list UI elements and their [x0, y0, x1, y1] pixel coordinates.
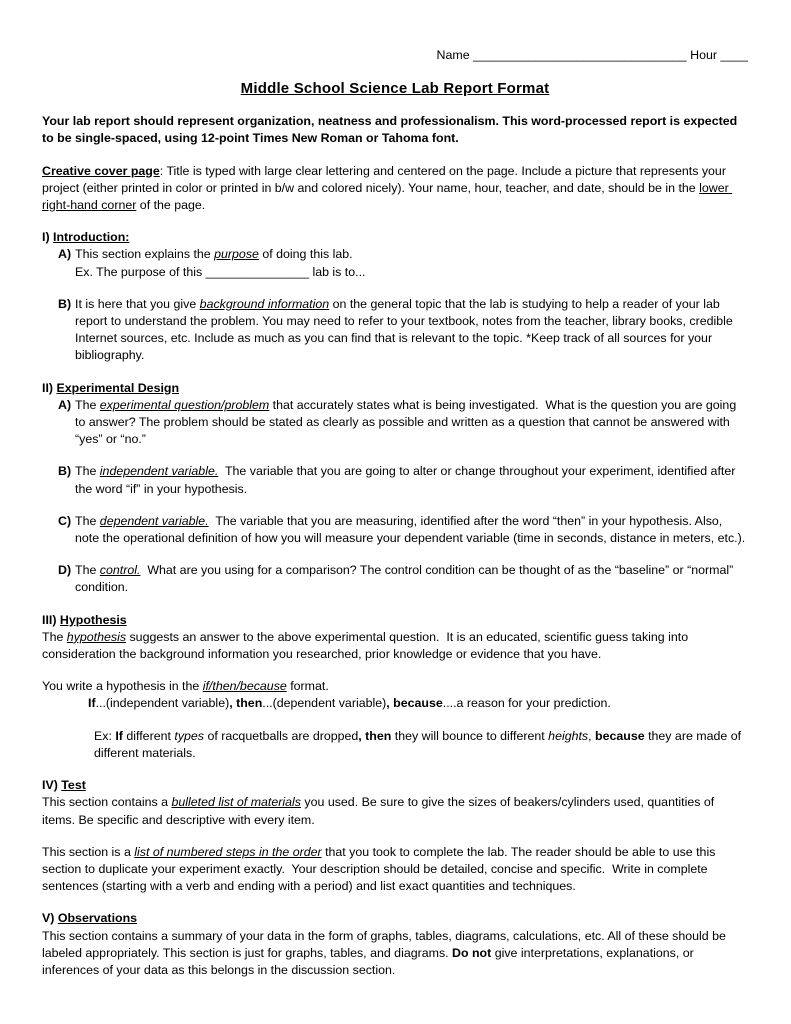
section-i-item-a-marker: A) [58, 247, 72, 262]
cover-page-instructions-run: Creative cover page [42, 163, 160, 178]
section-ii-item-a-marker: A) [58, 397, 72, 412]
section-ii-item-a-run: that accurately states what is being investigated. What is the question you are going to answer? The problem should be stated as clearly as possible and written as a question that cannot be answered with “yes” or “no.” [75, 397, 740, 447]
document-body [42, 47, 748, 979]
section-i-heading-run: Introduction: [53, 230, 130, 245]
procedure-paragraph-run: list of numbered steps in the order [134, 844, 322, 859]
hypothesis-format-line-run: ...(independent variable) [95, 696, 230, 711]
hypothesis-format-line-run: ....a reason for your prediction. [442, 696, 611, 711]
hypothesis-description-run: suggests an answer to the above experimental question. It is an educated, scientific guess taking into consideration the background information you researched, prior knowledge or evidence that you have. [42, 629, 692, 662]
hypothesis-example [42, 728, 748, 762]
materials-paragraph [42, 794, 748, 828]
section-i-item-b-run: on the general topic that the lab is studying to help a reader of your lab report to understand the problem. You may need to refer to your textbook, notes from the teacher, library books, credible Internet sources, etc. Include as much as you can find that is relevant to the topic. *Keep track of all sources for your bibliography. [75, 296, 737, 363]
hypothesis-description-run: The [42, 629, 67, 644]
section-i-item-a-run: of doing this lab. [258, 247, 353, 262]
hypothesis-example-run: because [595, 728, 645, 743]
section-i-item-b-run: It is here that you give [75, 296, 200, 311]
hypothesis-example-run: types [174, 728, 204, 743]
hypothesis-format-intro [42, 678, 748, 695]
cover-page-instructions-run: of the page. [136, 198, 206, 213]
section-iv-heading-run: Test [61, 778, 86, 793]
section-ii-heading [42, 380, 748, 397]
materials-paragraph-run: you used. Be sure to give the sizes of beakers/cylinders used, quantities of items. Be specific and descriptive with every item. [42, 795, 718, 827]
section-i-item-b-marker: B) [58, 296, 72, 311]
hypothesis-example-run: of racquetballs are dropped [204, 728, 359, 743]
section-ii-heading-run: Experimental Design [56, 380, 180, 395]
observations-paragraph-run: give interpretations, explanations, or inferences of your data as this belongs in the discussion section. [42, 945, 698, 977]
hypothesis-description-run: hypothesis [66, 629, 127, 644]
hypothesis-example-run: If [115, 728, 123, 743]
section-ii-item-c-run: The [75, 513, 100, 528]
section-v-heading [42, 910, 748, 927]
section-ii-item-a-run: experimental question/problem [99, 397, 270, 412]
section-iv-heading-run: IV) [42, 778, 62, 793]
formatting-note-run: Your lab report should represent organization, neatness and professionalism. This word-processed report is expected to be single-spaced, using 12-point Times New Roman or Tahoma font. [42, 114, 741, 146]
section-ii-item-d-run: What are you using for a comparison? The control condition can be thought of as the “baseline” or “normal” condition. [75, 563, 737, 595]
materials-paragraph-run: This section contains a [42, 795, 172, 810]
hypothesis-example-run: heights [548, 728, 589, 743]
header-name-hour-line-run: Name [436, 48, 474, 62]
hypothesis-example-run: they are made of different materials. [94, 728, 745, 760]
section-ii-item-b-marker: B) [58, 464, 72, 479]
section-iii-heading-run: Hypothesis [59, 612, 127, 627]
section-ii-item-c [42, 513, 748, 547]
section-i-item-a-example-run: Ex. The purpose of this _______________ lab is to... [75, 264, 366, 279]
section-ii-item-d [42, 562, 748, 596]
hypothesis-description [42, 629, 748, 663]
section-ii-item-a-run: The [75, 397, 100, 412]
materials-paragraph-run: bulleted list of materials [171, 795, 301, 810]
section-iv-heading [42, 777, 748, 794]
section-i-item-a-run: purpose [214, 247, 259, 262]
hypothesis-format-line-run: If [88, 696, 96, 711]
observations-paragraph-run: This section contains a summary of your data in the form of graphs, tables, diagrams, calculations, etc. All of these should be labeled appropriately. This section is just for graphs, tables, and diagrams. [42, 928, 730, 960]
section-ii-item-c-marker: C) [58, 513, 72, 528]
section-ii-item-d-run: The [75, 563, 100, 578]
hypothesis-example-run: , [588, 728, 596, 743]
header-name-hour-line-run: _______________________________ [473, 48, 687, 62]
section-iii-heading [42, 612, 748, 629]
observations-paragraph [42, 928, 748, 980]
hypothesis-example-run: , then [358, 728, 392, 743]
section-v-heading-run: Observations [57, 911, 138, 926]
section-iii-heading-run: III) [42, 612, 60, 627]
hypothesis-format-line [42, 695, 748, 712]
document-title-run: Middle School Science Lab Report Format [240, 80, 550, 98]
cover-page-instructions-run: lower right-hand corner [42, 180, 733, 213]
section-ii-item-d-marker: D) [58, 563, 72, 578]
section-ii-item-b-run: The [75, 464, 100, 479]
header-name-hour-line-run: ____ [720, 48, 748, 62]
cover-page-instructions [42, 163, 748, 215]
section-ii-item-b-run: independent variable. [99, 464, 219, 479]
formatting-note [42, 113, 748, 147]
document-title [42, 79, 748, 98]
section-i-item-b [42, 296, 748, 365]
section-ii-item-c-run: dependent variable. [99, 513, 209, 528]
section-ii-item-a [42, 397, 748, 449]
procedure-paragraph-run: This section is a [42, 844, 135, 859]
section-i-item-a-example [42, 264, 748, 281]
procedure-paragraph-run: that you took to complete the lab. The reader should be able to use this section to duplicate your experiment exactly. Your description should be detailed, concise and specific. Write in complete sentences (starting with a verb and ending with a period) and list exact quantities and techniques. [42, 844, 719, 894]
cover-page-instructions-run: : Title is typed with large clear lettering and centered on the page. Include a picture that represents your project (either printed in color or printed in b/w and colored nicely). Your name, hour, teacher, and date, should be in the [42, 163, 730, 195]
observations-paragraph-run: Do not [452, 945, 492, 960]
hypothesis-example-run: they will bounce to different [391, 728, 549, 743]
section-ii-item-d-run: control. [99, 563, 141, 578]
hypothesis-format-intro-run: format. [286, 679, 329, 694]
hypothesis-example-run: Ex: [94, 728, 116, 743]
section-ii-item-c-run: The variable that you are measuring, identified after the word “then” in your hypothesis. Also, note the operational definition of how you will measure your dependent variable (time in seconds, distance in meters, etc.). [75, 513, 746, 546]
header-name-hour-line-run: Hour [686, 48, 721, 62]
section-v-heading-run: V) [42, 911, 58, 926]
hypothesis-format-intro-run: You write a hypothesis in the [42, 679, 203, 694]
section-ii-heading-run: II) [42, 380, 57, 395]
hypothesis-format-line-run: , then [229, 696, 263, 711]
procedure-paragraph [42, 844, 748, 896]
section-i-item-a [42, 246, 748, 263]
hypothesis-format-intro-run: if/then/because [202, 679, 287, 694]
hypothesis-example-run: different [122, 728, 175, 743]
hypothesis-format-line-run: , because [386, 696, 443, 711]
section-ii-item-b-run: The variable that you are going to alter or change throughout your experiment, identified after the word “if” in your hypothesis. [75, 464, 739, 496]
header-name-hour-line [42, 47, 748, 64]
section-ii-item-b [42, 463, 748, 497]
hypothesis-format-line-run: ...(dependent variable) [262, 696, 387, 711]
section-i-heading [42, 229, 748, 246]
section-i-heading-run: I) [42, 230, 54, 245]
section-i-item-b-run: background information [199, 296, 330, 311]
section-i-item-a-run: This section explains the [75, 247, 215, 262]
